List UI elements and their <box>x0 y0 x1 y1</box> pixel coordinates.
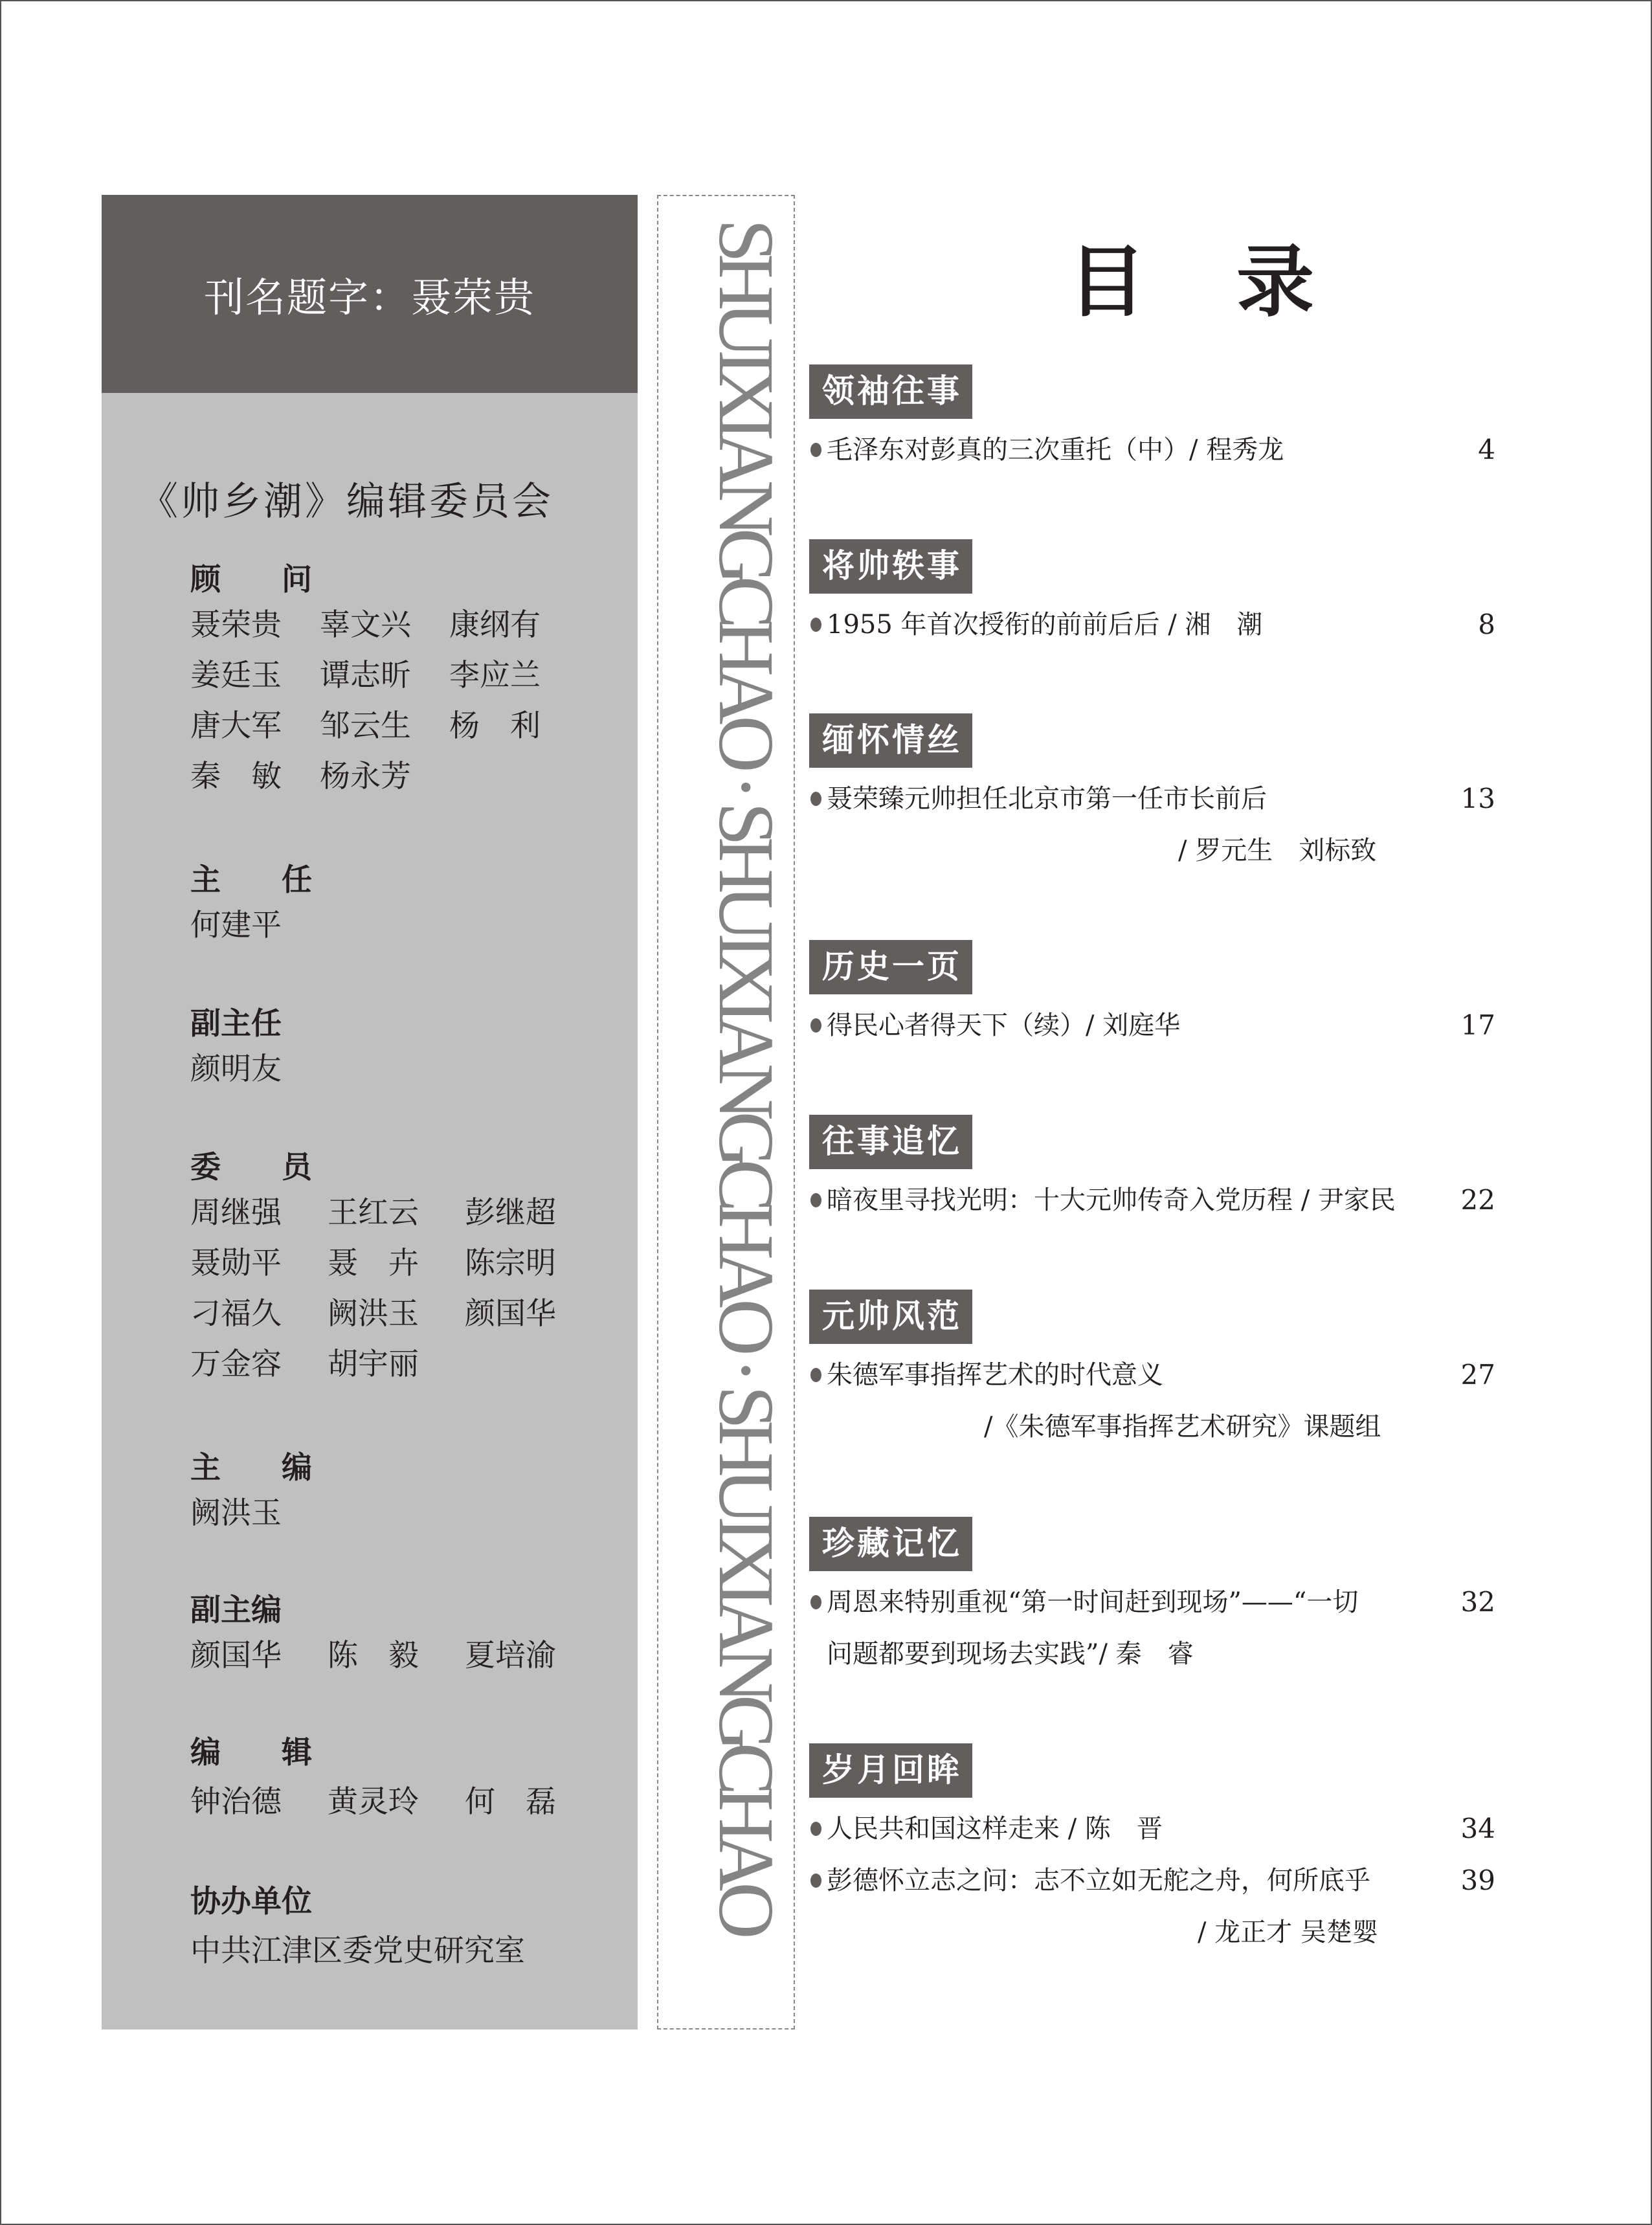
name: 谭志昕 <box>320 658 411 693</box>
page-number: 8 <box>1478 609 1495 640</box>
bullet-icon <box>810 1193 821 1207</box>
role-label: 副主任 <box>190 1006 282 1042</box>
section-badge: 将帅轶事 <box>809 539 972 594</box>
entry-title: 暗夜里寻找光明：十大元帅传奇入党历程 / 尹家民 <box>827 1185 1396 1215</box>
role-label: 主 任 <box>190 862 312 898</box>
name: 彭继超 <box>465 1195 556 1231</box>
toc-entry[interactable] <box>809 1349 1495 1453</box>
entry-author: / 龙正才 吴楚婴 <box>1198 1918 1378 1947</box>
name: 胡宇丽 <box>328 1347 419 1382</box>
role-deputy-editor <box>190 1591 602 1681</box>
section-badge: 领袖往事 <box>809 364 972 419</box>
toc-section <box>809 1290 1495 1453</box>
toc-section <box>809 940 1495 1051</box>
bullet-icon <box>810 1018 821 1033</box>
name: 颜国华 <box>190 1638 282 1673</box>
calligraphy-credit-box <box>102 195 638 393</box>
role-deputy-director <box>190 1004 320 1095</box>
section-badge: 历史一页 <box>809 940 972 994</box>
role-label: 协办单位 <box>190 1884 312 1919</box>
page-number: 34 <box>1460 1813 1495 1844</box>
role-advisors <box>190 560 579 802</box>
name: 阙洪玉 <box>328 1296 419 1332</box>
vertical-brand-text: SHUIXIANGCHAO · SHUIXIANGCHAO · SHUIXIANGCHAO <box>702 219 790 1930</box>
role-label: 编 辑 <box>190 1735 312 1771</box>
name: 钟治德 <box>190 1784 282 1820</box>
name: 阙洪玉 <box>190 1495 282 1531</box>
page-number: 4 <box>1478 434 1495 465</box>
name: 邹云生 <box>320 708 411 744</box>
page-number: 27 <box>1460 1359 1495 1391</box>
name: 李应兰 <box>449 658 541 693</box>
toc-section <box>809 539 1495 651</box>
page-number: 32 <box>1460 1586 1495 1618</box>
name: 聂荣贵 <box>190 607 282 643</box>
toc-entry[interactable] <box>809 1576 1495 1680</box>
entry-title: 毛泽东对彭真的三次重托（中）/ 程秀龙 <box>827 435 1284 465</box>
entry-title: 人民共和国这样走来 / 陈 晋 <box>827 1814 1163 1844</box>
calligraphy-credit: 刊名题字：聂荣贵 <box>203 273 535 321</box>
name: 聂 卉 <box>328 1246 419 1281</box>
name: 何 磊 <box>465 1784 556 1820</box>
name: 夏培渝 <box>465 1638 556 1673</box>
role-editor-in-chief <box>190 1448 320 1539</box>
section-badge: 元帅风范 <box>809 1290 972 1344</box>
section-badge: 岁月回眸 <box>809 1743 972 1798</box>
name: 何建平 <box>190 908 282 943</box>
toc-title: 目录 <box>1068 236 1405 328</box>
entry-title: 周恩来特别重视“第一时间赶到现场”——“一切 <box>827 1587 1359 1617</box>
toc-entry[interactable] <box>809 773 1495 877</box>
page-number: 13 <box>1460 783 1495 814</box>
entry-title: 彭德怀立志之问：志不立如无舵之舟，何所底乎 <box>827 1866 1370 1895</box>
name: 杨 利 <box>449 708 541 744</box>
entry-title: 1955 年首次授衔的前前后后 / 湘 潮 <box>827 610 1263 640</box>
entry-title-cont: 问题都要到现场去实践”/ 秦 睿 <box>827 1639 1194 1669</box>
entry-title: 聂荣臻元帅担任北京市第一任市长前后 <box>827 784 1267 814</box>
page-number: 17 <box>1460 1009 1495 1041</box>
name: 颜国华 <box>465 1296 556 1332</box>
toc-entry[interactable] <box>809 1803 1495 1855</box>
role-director <box>190 860 320 951</box>
bullet-icon <box>810 1873 821 1888</box>
editorial-panel <box>102 195 638 2029</box>
toc-section <box>809 1517 1495 1680</box>
name: 辜文兴 <box>320 607 411 643</box>
section-badge: 珍藏记忆 <box>809 1517 972 1571</box>
name: 秦 敏 <box>190 759 282 794</box>
toc-entry[interactable] <box>809 424 1495 476</box>
entry-author: /《朱德军事指挥艺术研究》课题组 <box>984 1412 1381 1442</box>
name: 黄灵玲 <box>328 1784 419 1820</box>
name: 康纲有 <box>449 607 541 643</box>
toc-section <box>809 1743 1495 1958</box>
name: 聂勋平 <box>190 1246 282 1281</box>
name: 万金容 <box>190 1347 282 1382</box>
toc-entry[interactable] <box>809 1855 1495 1958</box>
page-number: 39 <box>1460 1864 1495 1896</box>
section-badge: 缅怀情丝 <box>809 713 972 768</box>
name: 姜廷玉 <box>190 658 282 693</box>
role-label: 主 编 <box>190 1450 312 1486</box>
bullet-icon <box>810 1822 821 1836</box>
table-of-contents <box>809 194 1495 2039</box>
name: 王红云 <box>328 1195 419 1231</box>
page-number: 22 <box>1460 1184 1495 1216</box>
bullet-icon <box>810 792 821 806</box>
role-label: 委 员 <box>190 1150 312 1185</box>
toc-entry[interactable] <box>809 1000 1495 1051</box>
toc-entry[interactable] <box>809 1174 1495 1226</box>
role-editors <box>190 1733 602 1831</box>
toc-section <box>809 1115 1495 1226</box>
bullet-icon <box>810 1595 821 1609</box>
name: 陈宗明 <box>465 1246 556 1281</box>
section-badge: 往事追忆 <box>809 1115 972 1169</box>
name: 唐大军 <box>190 708 282 744</box>
vertical-brand-strip <box>657 195 795 2029</box>
role-label: 顾 问 <box>190 562 312 598</box>
entry-title: 得民心者得天下（续）/ 刘庭华 <box>827 1011 1181 1040</box>
name: 杨永芳 <box>320 759 411 794</box>
bullet-icon <box>810 618 821 632</box>
toc-entry[interactable] <box>809 599 1495 651</box>
entry-title: 朱德军事指挥艺术的时代意义 <box>827 1360 1163 1390</box>
name: 刁福久 <box>190 1296 282 1332</box>
name: 周继强 <box>190 1195 282 1231</box>
role-co-organizer <box>190 1882 525 1980</box>
committee-title: 《帅乡潮》编辑委员会 <box>139 479 553 524</box>
toc-section <box>809 713 1495 877</box>
toc-section <box>809 364 1495 476</box>
name: 陈 毅 <box>328 1638 419 1673</box>
role-label: 副主编 <box>190 1593 282 1628</box>
entry-author: / 罗元生 刘标致 <box>1178 836 1377 866</box>
name: 颜明友 <box>190 1051 282 1087</box>
bullet-icon <box>810 443 821 457</box>
role-members <box>190 1148 602 1390</box>
organization-name: 中共江津区委党史研究室 <box>190 1933 525 1969</box>
bullet-icon <box>810 1368 821 1382</box>
editorial-committee-box <box>102 393 638 2029</box>
